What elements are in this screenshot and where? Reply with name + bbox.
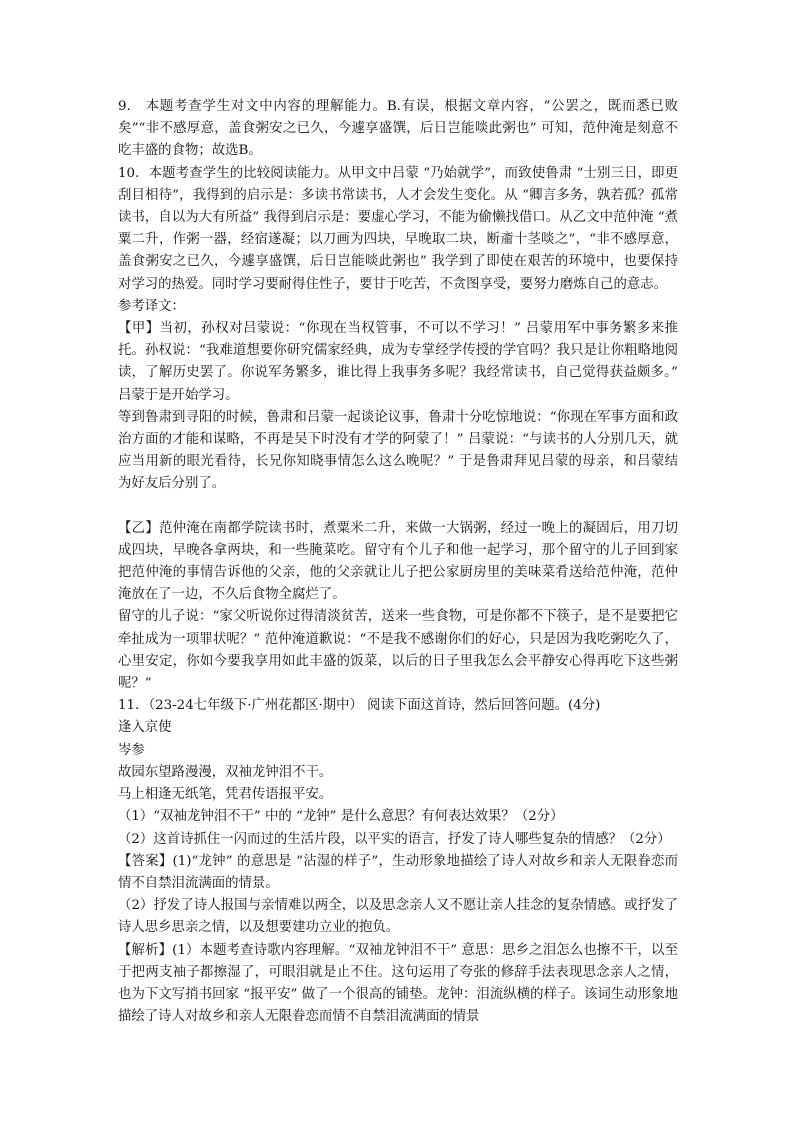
poem-author: 岑参	[118, 742, 145, 758]
poem-line-1: 故园东望路漫漫，双袖龙钟泪不干。	[118, 764, 333, 780]
document-page	[118, 96, 678, 1028]
answer-9: 9. 本题考查学生对文中内容的理解能力。B.有误，根据文章内容，“公罢之，既而悉已败矣”“非不感厚意，盖食粥安之已久，今遽享盛馔，后日岂能啖此粥也” 可知，范仲淹是刻意不吃丰盛的食物；故选B。	[118, 99, 678, 159]
answer-10: 10．本题考查学生的比较阅读能力。从甲文中吕蒙 “乃始就学”，而致使鲁肃 “士别三日，即更刮目相待”，我得到的启示是：多读书常读书，人才会发生变化。从 “卿言多务，孰若孤？孤常读书，自以为大有所益” 我得到启示是：要虚心学习，不能为偷懒找借口。从乙文中范仲淹 “煮粟二升，作粥一器，经宿遂凝；以刀画为四块，早晚取二块，断齑十茎啖之”，“非不感厚意，盖食粥安之已久，今遽享盛馔，后日岂能啖此粥也” 我学到了即使在艰苦的环境中，也要保持对学习的热爱。同时学习要耐得住性子，要甘于吃苦，不贪图享受，要努力磨炼自己的意志。	[118, 165, 678, 292]
translation-jia-2: 等到鲁肃到寻阳的时候，鲁肃和吕蒙一起谈论议事，鲁肃十分吃惊地说：“你现在军事方面和政治方面的才能和谋略，不再是吴下时没有才学的阿蒙了！” 吕蒙说：“与读书的人分别几天，就应当用新的眼光看待，长兄你知晓事情怎么这么晚呢？” 于是鲁肃拜见吕蒙的母亲，和吕蒙结为好友后分别了。	[118, 409, 678, 492]
translation-yi-2: 留守的儿子说：“家父听说你过得清淡贫苦，送来一些食物，可是你都不下筷子，是不是要把它牵扯成为一项罪状呢？” 范仲淹道歉说：“不是我不感谢你们的好心，只是因为我吃粥吃久了，心里安定，你如今要我享用如此丰盛的饭菜，以后的日子里我怎么会平静安心得再吃下这些粥呢？”	[118, 609, 678, 692]
question-11: 11．（23-24七年级下·广州花都区·期中） 阅读下面这首诗，然后回答问题。(4分)	[118, 698, 601, 714]
answer-2: （2）抒发了诗人报国与亲情难以两全，以及思念亲人又不愿让亲人挂念的复杂情感。或抒发了诗人思乡思亲之情，以及想要建功立业的抱负。	[118, 898, 678, 936]
answer-1: 【答案】(1)“龙钟” 的意思是 “沾湿的样子”，生动形象地描绘了诗人对故乡和亲人无限眷恋而情不自禁泪流满面的情景。	[118, 853, 678, 891]
sub-question-1: （1）“双袖龙钟泪不干” 中的 “龙钟” 是什么意思？有何表达效果？（2分）	[118, 809, 564, 825]
blank-line	[118, 496, 678, 518]
translation-yi-1: 【乙】范仲淹在南都学院读书时，煮粟米二升，来做一大锅粥，经过一晚上的凝固后，用刀切成四块，早晚各拿两块，和一些腌菜吃。留守有个儿子和他一起学习，那个留守的儿子回到家把范仲淹的事情告诉他的父亲，他的父亲就让儿子把公家厨房里的美味菜肴送给范仲淹，范仲淹放在了一边，不久后食物全腐烂了。	[118, 520, 678, 603]
sub-question-2: （2）这首诗抓住一闪而过的生活片段，以平实的语言，抒发了诗人哪些复杂的情感？（2分）	[118, 831, 671, 847]
poem-title: 逢入京使	[118, 720, 172, 736]
poem-line-2: 马上相逢无纸笔，凭君传语报平安。	[118, 787, 333, 803]
analysis-1: 【解析】(1）本题考查诗歌内容理解。“双袖龙钟泪不干” 意思：思乡之泪怎么也擦不干，以至于把两支袖子都擦湿了，可眼泪就是止不住。这句运用了夸张的修辞手法表现思念亲人之情，也为下文写捎书回家 “报平安” 做了一个很高的铺垫。龙钟：泪流纵横的样子。该词生动形象地描绘了诗人对故乡和亲人无限眷恋而情不自禁泪流满面的情景	[118, 942, 678, 1025]
translation-jia-1: 【甲】当初，孙权对吕蒙说：“你现在当权管事，不可以不学习！” 吕蒙用军中事务繁多来推托。孙权说：“我难道想要你研究儒家经典，成为专掌经学传授的学官吗？我只是让你粗略地阅读，了解历史罢了。你说军务繁多，谁比得上我事务多呢？我经常读书，自己觉得获益颇多。” 吕蒙于是开始学习。	[118, 321, 678, 403]
translation-heading: 参考译文：	[118, 298, 185, 314]
